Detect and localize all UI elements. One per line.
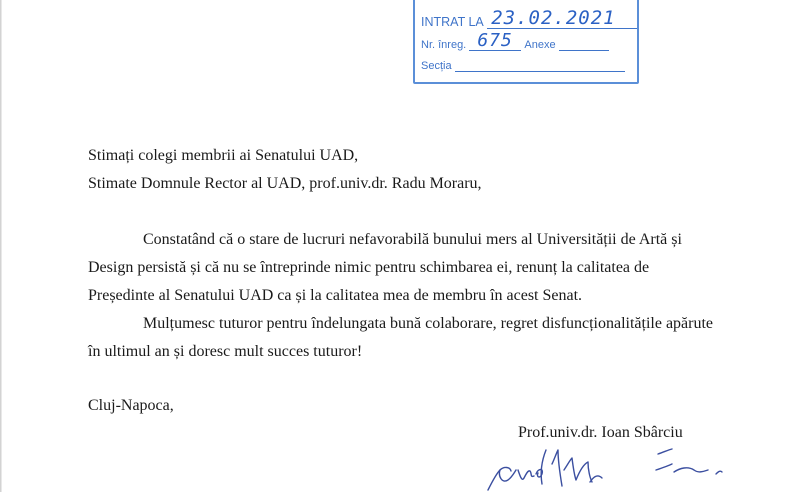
paragraph-1-line-1: Constatând că o stare de lucruri nefavorabilă bunului mers al Universității de Artă și <box>143 231 682 248</box>
stamp-sectia-row <box>421 51 625 72</box>
place-of-writing: Cluj-Napoca, <box>88 397 174 414</box>
stamp-anexe-label: Anexe <box>524 39 556 51</box>
stamp-nr-value: 675 <box>477 30 513 51</box>
paragraph-2-line-1: Mulțumesc tuturor pentru îndelungata bună colaborare, regret disfuncționalitățile apărute <box>143 315 714 332</box>
page-edge <box>0 0 2 492</box>
stamp-sectia-line <box>455 51 625 72</box>
stamp-intrat-date: 23.02.2021 <box>491 7 616 29</box>
paragraph-2-line-2: în ultimul an și doresc mult succes tuturor! <box>88 343 363 360</box>
stamp-intrat-label: INTRAT LA <box>421 15 484 29</box>
stamp-intrat-line <box>487 8 637 29</box>
stamp-nr-line <box>469 30 521 51</box>
paragraph-1-line-3: Președinte al Senatului UAD ca și la calitatea mea de membru în acest Senat. <box>88 287 583 304</box>
signatory-name: Prof.univ.dr. Ioan Sbârciu <box>518 424 683 441</box>
salutation-line-1: Stimați colegi membrii ai Senatului UAD, <box>88 147 359 164</box>
stamp-intrat-row <box>421 8 637 29</box>
stamp-nr-row <box>421 30 609 51</box>
paragraph-1-line-2: Design persistă și că nu se întreprinde nimic pentru schimbarea ei, renunț la calitatea de <box>88 259 650 276</box>
handwritten-signature <box>478 440 738 492</box>
stamp-sectia-label: Secția <box>421 60 452 72</box>
stamp-nr-label: Nr. înreg. <box>421 39 467 51</box>
salutation-line-2: Stimate Domnule Rector al UAD, prof.univ.dr. Radu Moraru, <box>88 175 482 192</box>
stamp-anexe-line <box>559 30 609 51</box>
registration-stamp <box>413 0 639 84</box>
